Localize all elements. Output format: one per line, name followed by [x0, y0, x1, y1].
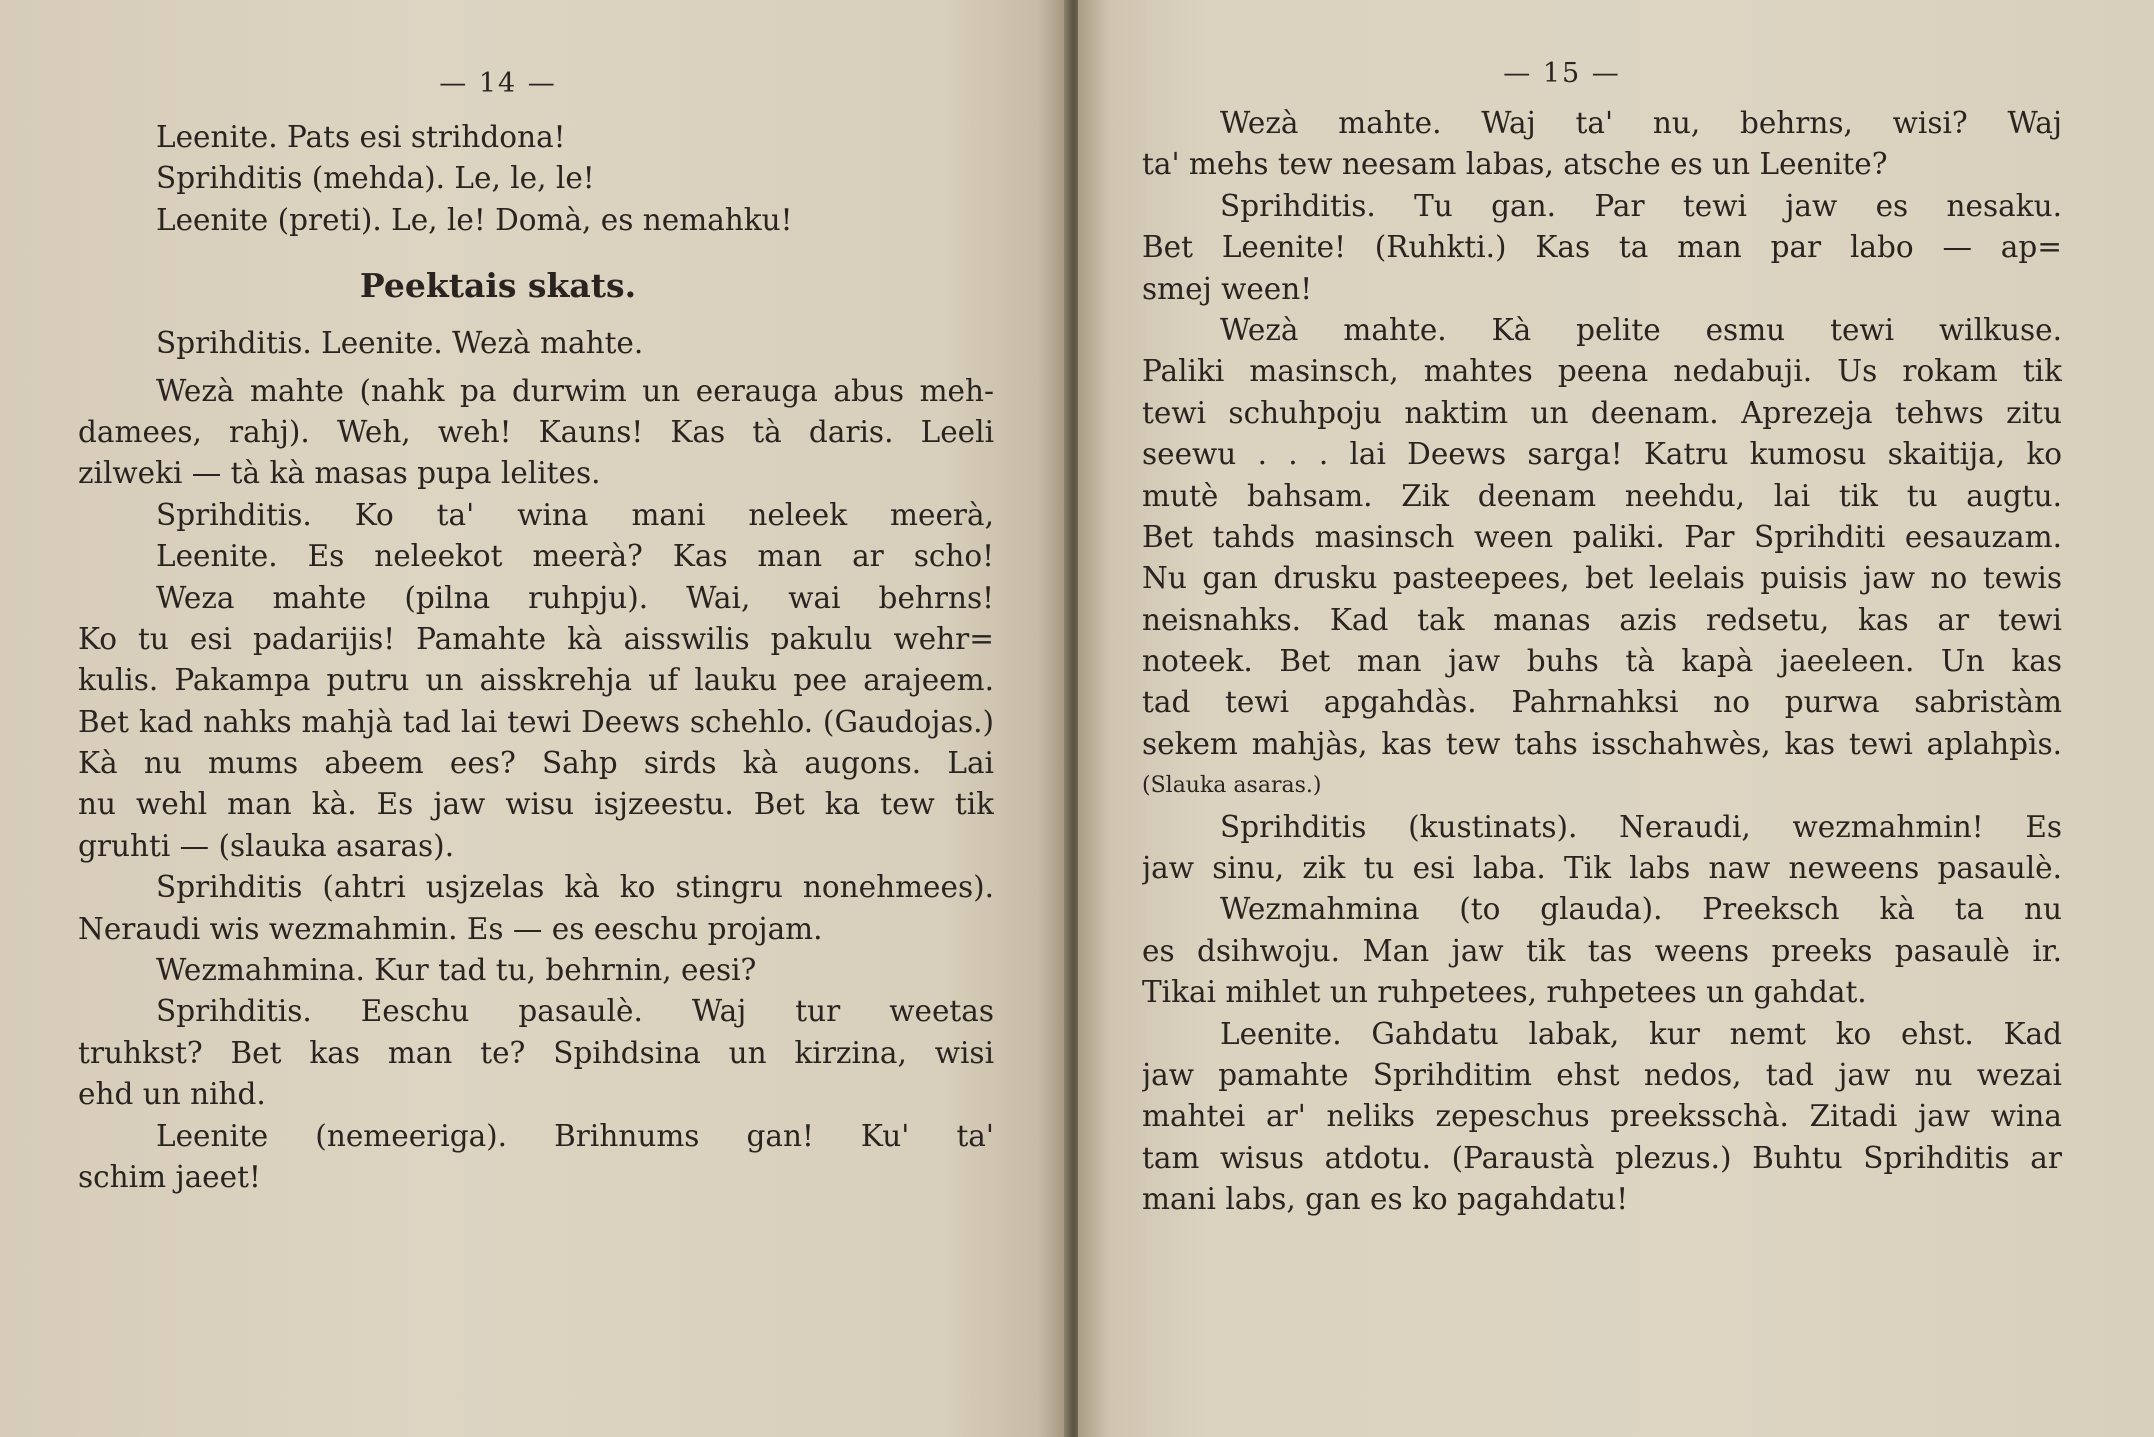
text-line: Sprihditis. Ko ta' wina mani neleek meerà,: [156, 497, 994, 532]
text-line: Sprihditis (kustinats). Neraudi, wezmahmin! Es: [1220, 809, 2062, 844]
text-line: Wezmahmina. Kur tad tu, behrnin, eesi?: [156, 953, 757, 988]
scene-heading: Peektais skats.: [359, 266, 637, 306]
text-line: Ko tu esi padarijis! Pamahte kà aisswilis pakulu wehr=: [78, 621, 994, 656]
text-line: Bet tahds masinsch ween paliki. Par Sprihditi eesauzam.: [1142, 519, 2062, 554]
text-line: kulis. Pakampa putru un aisskrehja uf lauku pee arajeem.: [78, 663, 994, 698]
text-line: gruhti — (slauka asaras).: [78, 828, 455, 863]
text-line: jaw pamahte Sprihditim ehst nedos, tad jaw nu wezai: [1142, 1057, 2062, 1092]
text-line: es dsihwoju. Man jaw tik tas weens preeks pasaulè ir.: [1142, 933, 2062, 968]
text-line: Leenite (nemeeriga). Brihnums gan! Ku' ta': [156, 1118, 994, 1153]
text-line: tam wisus atdotu. (Paraustà plezus.) Buhtu Sprihditis ar: [1142, 1140, 2062, 1175]
text-line: mutè bahsam. Zik deenam neehdu, lai tik tu augtu.: [1142, 478, 2062, 513]
text-line: damees, rahj). Weh, weh! Kauns! Kas tà daris. Leeli: [78, 414, 994, 449]
text-line: seewu . . . lai Deews sarga! Katru kumosu skaitija, ko: [1142, 437, 2062, 472]
text-line: Weza mahte (pilna ruhpju). Wai, wai behrns!: [156, 580, 994, 615]
text-line: Sprihditis (ahtri usjzelas kà ko stingru nonehmees).: [156, 870, 994, 905]
text-line: Leenite (preti). Le, le! Domà, es nemahku!: [156, 202, 793, 237]
text-line: Wezà mahte. Kà pelite esmu tewi wilkuse.: [1220, 312, 2062, 347]
text-line: Nu gan drusku pasteepees, bet leelais puisis jaw no tewis: [1142, 561, 2062, 596]
text-line: Bet kad nahks mahjà tad lai tewi Deews schehlo. (Gaudojas.): [78, 704, 994, 739]
text-line: mahtei ar' neliks zepeschus preeksschà. Zitadi jaw wina: [1142, 1099, 2062, 1134]
text-line: Sprihditis. Leenite. Wezà mahte.: [156, 326, 644, 361]
text-line: Wezmahmina (to glauda). Preeksch kà ta nu: [1220, 892, 2062, 927]
text-line: (Slauka asaras.): [1142, 773, 1322, 799]
text-line: mani labs, gan es ko pagahdatu!: [1142, 1182, 1629, 1217]
text-line: neisnahks. Kad tak manas azis redsetu, kas ar tewi: [1142, 602, 2062, 637]
text-line: Leenite. Pats esi strihdona!: [156, 120, 566, 154]
text-line: ta' mehs tew neesam labas, atsche es un Leenite?: [1142, 147, 1888, 182]
text-line: Wezà mahte (nahk pa durwim un eerauga abus meh-: [156, 373, 994, 408]
text-line: truhkst? Bet kas man te? Spihdsina un kirzina, wisi: [78, 1035, 994, 1070]
text-line: nu wehl man kà. Es jaw wisu isjzeestu. Bet ka tew tik: [78, 787, 994, 822]
text-line: Bet Leenite! (Ruhkti.) Kas ta man par labo — ap=: [1142, 230, 2062, 265]
text-line: zilweki — tà kà masas pupa lelites.: [78, 456, 601, 491]
text-line: noteek. Bet man jaw buhs tà kapà jaeeleen. Un kas: [1142, 644, 2062, 679]
text-line: ehd un nihd.: [78, 1077, 266, 1112]
text-line: Neraudi wis wezmahmin. Es — es eeschu projam.: [78, 911, 823, 946]
right-page: [1078, 0, 2154, 1437]
right-text-column: [1142, 103, 2062, 1221]
text-line: schim jaeet!: [78, 1159, 261, 1194]
text-line: smej ween!: [1142, 271, 1313, 306]
text-line: sekem mahjàs, kas tew tahs isschahwès, kas tewi aplahpìs.: [1142, 726, 2062, 761]
text-line: jaw sinu, zik tu esi laba. Tik labs naw neweens pasaulè.: [1142, 851, 2062, 886]
page-number-right: — 15 —: [1503, 58, 1621, 89]
text-line: Paliki masinsch, mahtes peena nedabuji. Us rokam tik: [1142, 354, 2062, 389]
text-line: Kà nu mums abeem ees? Sahp sirds kà augons. Lai: [78, 746, 994, 781]
left-text-column: [78, 117, 994, 1198]
text-line: Tikai mihlet un ruhpetees, ruhpetees un gahdat.: [1142, 975, 1867, 1010]
text-line: tewi schuhpoju naktim un deenam. Aprezeja tehws zitu: [1142, 395, 2062, 430]
left-page: [0, 0, 1070, 1437]
text-line: Leenite. Es neleekot meerà? Kas man ar scho!: [156, 539, 994, 574]
page-number-left: — 14 —: [439, 68, 557, 99]
text-line: Wezà mahte. Waj ta' nu, behrns, wisi? Waj: [1220, 106, 2062, 140]
text-line: Sprihditis (mehda). Le, le, le!: [156, 161, 595, 196]
text-line: tad tewi apgahdàs. Pahrnahksi no purwa sabristàm: [1142, 685, 2062, 720]
text-line: Leenite. Gahdatu labak, kur nemt ko ehst. Kad: [1220, 1016, 2062, 1051]
text-line: Sprihditis. Eeschu pasaulè. Waj tur weetas: [156, 994, 994, 1029]
text-line: Sprihditis. Tu gan. Par tewi jaw es nesaku.: [1220, 188, 2062, 223]
